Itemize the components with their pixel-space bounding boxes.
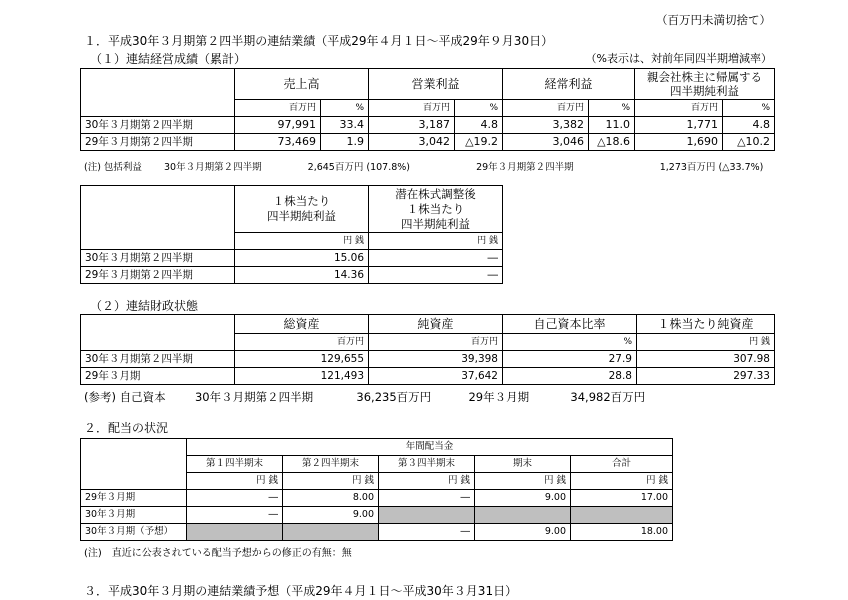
- cell: 37,642: [369, 367, 503, 384]
- header-diluted-eps-line3: 四半期純利益: [401, 216, 470, 231]
- cell: 129,655: [235, 350, 369, 367]
- unit-pct: %: [589, 100, 635, 117]
- row-label: 30年３月期第２四半期: [81, 117, 235, 134]
- table-row: [81, 490, 673, 507]
- cell: 11.0: [589, 117, 635, 134]
- dividends-table: [80, 438, 673, 541]
- cell: 3,042: [369, 134, 455, 151]
- unit-million: 百万円: [635, 100, 723, 117]
- header-q3-end: 第３四半期末: [379, 456, 475, 473]
- header-q1-end: 第１四半期末: [187, 456, 283, 473]
- cell: ―: [379, 524, 475, 541]
- header-net-income: [635, 69, 775, 100]
- cell-shaded: [379, 507, 475, 524]
- section1-title: １．平成30年３月期第２四半期の連結業績（平成29年４月１日～平成29年９月30日）: [84, 34, 554, 48]
- note-prefix: (注) 包括利益: [84, 162, 142, 173]
- cell: 15.06: [235, 250, 369, 267]
- cell: 14.36: [235, 267, 369, 284]
- cell: ―: [369, 250, 503, 267]
- header-bps: １株当たり純資産: [637, 315, 775, 334]
- comprehensive-income-note: [84, 159, 763, 173]
- unit-yen-sen: 円 銭: [571, 473, 673, 490]
- row-label: 29年３月期第２四半期: [81, 134, 235, 151]
- header-eps-line2: 四半期純利益: [267, 209, 336, 223]
- equity-reference: [84, 389, 645, 405]
- row-label: 30年３月期第２四半期: [81, 350, 235, 367]
- unit-yen-sen: 円 銭: [475, 473, 571, 490]
- unit-note: （百万円未満切捨て）: [656, 13, 771, 27]
- cell: 3,382: [503, 117, 589, 134]
- row-label: 29年３月期: [81, 367, 235, 384]
- header-ordinary-income: 経常利益: [503, 69, 635, 100]
- table-row: [81, 134, 775, 151]
- unit-yen-sen: 円 銭: [235, 233, 369, 250]
- row-label: 30年３月期（予想）: [81, 524, 187, 541]
- row-label: 29年３月期: [81, 490, 187, 507]
- cell: ―: [187, 507, 283, 524]
- cell: 39,398: [369, 350, 503, 367]
- table-row: [81, 267, 503, 284]
- cell: 18.00: [571, 524, 673, 541]
- unit-pct: %: [503, 333, 637, 350]
- note-period1-value: 2,645百万円 (107.8%): [307, 162, 411, 173]
- unit-yen-sen: 円 銭: [283, 473, 379, 490]
- unit-pct: %: [723, 100, 775, 117]
- cell: 1,690: [635, 134, 723, 151]
- row-label: 30年３月期第２四半期: [81, 250, 235, 267]
- header-sales: 売上高: [235, 69, 369, 100]
- unit-yen-sen: 円 銭: [187, 473, 283, 490]
- unit-yen-sen: 円 銭: [379, 473, 475, 490]
- section3-title: ３．平成30年３月期の連結業績予想（平成29年４月１日～平成30年３月31日）: [84, 584, 518, 598]
- header-diluted-eps-line2: １株当たり: [406, 201, 465, 216]
- cell: 73,469: [235, 134, 321, 151]
- cell-shaded: [475, 507, 571, 524]
- header-eps: [235, 186, 369, 233]
- cell: 28.8: [503, 367, 637, 384]
- cell: 1,771: [635, 117, 723, 134]
- unit-yen-sen: 円 銭: [369, 233, 503, 250]
- header-year-end: 期末: [475, 456, 571, 473]
- cell: △10.2: [723, 134, 775, 151]
- header-total: 合計: [571, 456, 673, 473]
- header-eps-line1: １株当たり: [272, 194, 331, 208]
- header-diluted-eps-line1: 潜在株式調整後: [395, 186, 476, 201]
- cell: 4.8: [723, 117, 775, 134]
- cell: ―: [187, 490, 283, 507]
- section1-subtitle: （１）連結経営成績（累計）: [90, 52, 247, 66]
- cell: △18.6: [589, 134, 635, 151]
- note-period1-label: 30年３月期第２四半期: [164, 162, 262, 173]
- cell: 297.33: [637, 367, 775, 384]
- header-total-assets: 総資産: [235, 315, 369, 334]
- unit-million: 百万円: [235, 100, 321, 117]
- ref-period1-value: 36,235百万円: [356, 390, 432, 404]
- unit-million: 百万円: [369, 333, 503, 350]
- cell: 9.00: [283, 507, 379, 524]
- ref-period2-value: 34,982百万円: [570, 390, 646, 404]
- table-row: [81, 350, 775, 367]
- cell: 307.98: [637, 350, 775, 367]
- ref-period2-label: 29年３月期: [468, 390, 530, 404]
- dividends-note: (注) 直近に公表されている配当予想からの修正の有無：無: [84, 548, 352, 559]
- unit-pct: %: [455, 100, 503, 117]
- row-label: 29年３月期第２四半期: [81, 267, 235, 284]
- table-row: [81, 117, 775, 134]
- note-period2-label: 29年３月期第２四半期: [476, 162, 574, 173]
- header-annual-dividends: 年間配当金: [187, 439, 673, 456]
- cell: △19.2: [455, 134, 503, 151]
- cell-shaded: [571, 507, 673, 524]
- cell: 3,046: [503, 134, 589, 151]
- table-row: [81, 250, 503, 267]
- unit-yen-sen: 円 銭: [637, 333, 775, 350]
- unit-million: 百万円: [235, 333, 369, 350]
- financial-position-table: [80, 314, 775, 385]
- cell: 9.00: [475, 524, 571, 541]
- dividends-title: ２．配当の状況: [84, 421, 169, 435]
- table-row: [81, 507, 673, 524]
- ref-prefix: (参考) 自己資本: [84, 390, 166, 404]
- cell: 27.9: [503, 350, 637, 367]
- pct-note: （%表示は、対前年同四半期増減率）: [585, 52, 772, 65]
- unit-pct: %: [321, 100, 369, 117]
- table-row: [81, 524, 673, 541]
- cell-shaded: [187, 524, 283, 541]
- header-diluted-eps: [369, 186, 503, 233]
- unit-million: 百万円: [369, 100, 455, 117]
- table-row: [81, 367, 775, 384]
- cell: 97,991: [235, 117, 321, 134]
- cell: 8.00: [283, 490, 379, 507]
- eps-table: [80, 185, 503, 284]
- header-equity-ratio: 自己資本比率: [503, 315, 637, 334]
- cell: 1.9: [321, 134, 369, 151]
- section2-title: （２）連結財政状態: [90, 299, 199, 313]
- header-operating-income: 営業利益: [369, 69, 503, 100]
- cell: 4.8: [455, 117, 503, 134]
- operating-results-table: [80, 68, 775, 151]
- unit-million: 百万円: [503, 100, 589, 117]
- header-net-income-line2: 四半期純利益: [670, 84, 740, 98]
- cell-shaded: [283, 524, 379, 541]
- ref-period1-label: 30年３月期第２四半期: [194, 390, 314, 404]
- note-period2-value: 1,273百万円 (△33.7%): [659, 162, 764, 173]
- cell: 33.4: [321, 117, 369, 134]
- cell: 3,187: [369, 117, 455, 134]
- header-q2-end: 第２四半期末: [283, 456, 379, 473]
- cell: ―: [369, 267, 503, 284]
- row-label: 30年３月期: [81, 507, 187, 524]
- cell: 9.00: [475, 490, 571, 507]
- cell: 17.00: [571, 490, 673, 507]
- header-net-income-line1: 親会社株主に帰属する: [647, 70, 763, 84]
- cell: ―: [379, 490, 475, 507]
- cell: 121,493: [235, 367, 369, 384]
- header-net-assets: 純資産: [369, 315, 503, 334]
